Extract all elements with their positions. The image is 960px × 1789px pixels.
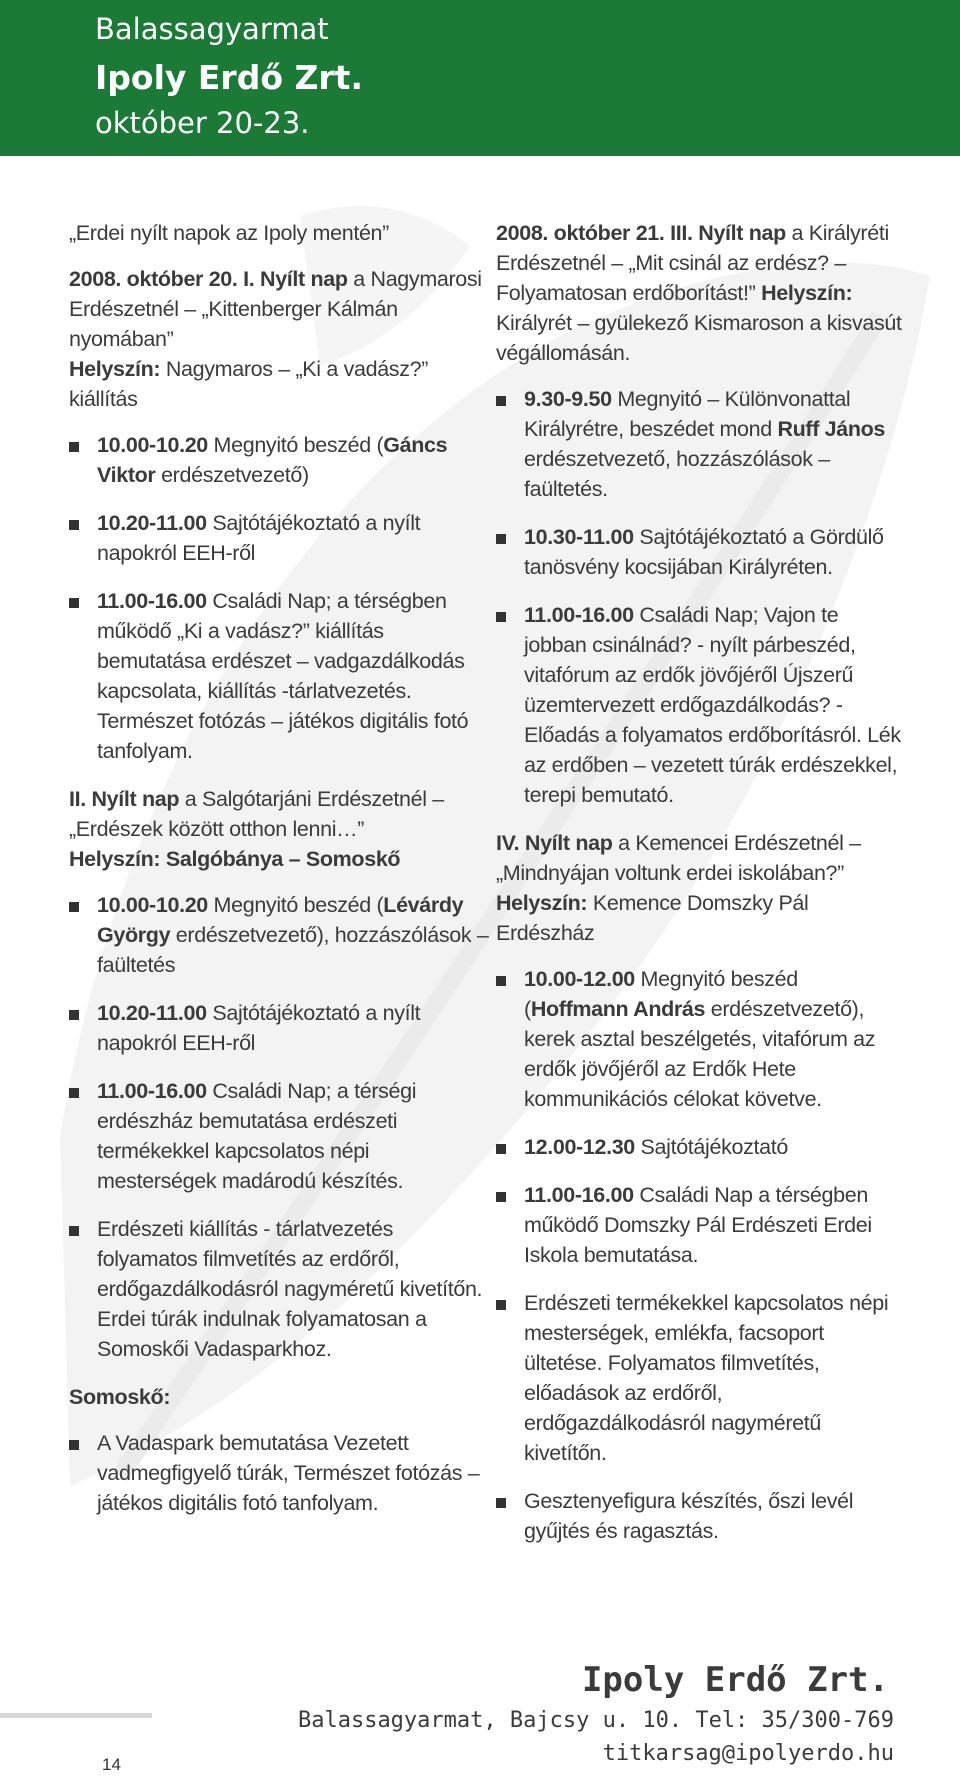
item-text: Sajtótájékoztató a nyílt napokról EEH-ről bbox=[97, 1001, 421, 1055]
item-text: Családi Nap; Vajon te jobban csinálnád? - nyílt párbeszéd, vitafórum az erdők jövőjéről Újszerű üzemtervezett erdőgazdálkodás? - Előadás a folyamatos erdőborításról. Lék az erdőben – vezetett túrák erdészekkel, terepi bemutató. bbox=[524, 603, 901, 807]
square-bullet-icon bbox=[496, 534, 506, 544]
list-item bbox=[496, 1180, 906, 1270]
header-city: Balassagyarmat bbox=[95, 12, 329, 46]
item-text: A Vadaspark bemutatása Vezetett vadmegfigyelő túrák, Természet fotózás – játékos digitális fotó tanfolyam. bbox=[97, 1431, 480, 1515]
day1-date: 2008. október 20. I. Nyílt nap bbox=[69, 267, 348, 291]
header-banner bbox=[0, 0, 960, 156]
day3-location-label: Helyszín: bbox=[761, 281, 853, 305]
square-bullet-icon bbox=[496, 612, 506, 622]
day2-description bbox=[69, 784, 489, 874]
day3-description bbox=[496, 218, 906, 368]
item-time: 10.00-10.20 bbox=[97, 433, 208, 457]
list-item bbox=[496, 1288, 906, 1468]
square-bullet-icon bbox=[69, 520, 79, 530]
square-bullet-icon bbox=[496, 1192, 506, 1202]
somosko-heading: Somoskő: bbox=[69, 1385, 171, 1409]
list-item bbox=[69, 890, 489, 980]
item-time: 10.00-10.20 bbox=[97, 893, 208, 917]
list-item bbox=[496, 964, 906, 1114]
square-bullet-icon bbox=[69, 1226, 79, 1236]
list-item bbox=[496, 384, 906, 504]
item-time: 11.00-16.00 bbox=[97, 1079, 207, 1103]
list-item bbox=[496, 1132, 906, 1162]
square-bullet-icon bbox=[496, 976, 506, 986]
list-item bbox=[496, 1486, 906, 1546]
item-time: 11.00-16.00 bbox=[97, 589, 207, 613]
day3-date: 2008. október 21. III. Nyílt nap bbox=[496, 221, 786, 245]
item-time: 10.20-11.00 bbox=[97, 511, 207, 535]
item-text: Sajtótájékoztató a Gördülő tanösvény kocsijában Királyréten. bbox=[524, 525, 884, 579]
speaker-name: Ruff János bbox=[777, 417, 886, 441]
item-text: Családi Nap; a térségben működő „Ki a vadász?” kiállítás bemutatása erdészet – vadgazdálkodás kapcsolata, kiállítás -tárlatvezetés. Természet fotózás – játékos digitális fotó tanfolyam. bbox=[97, 589, 469, 763]
day4-location-label: Helyszín: bbox=[496, 891, 588, 915]
item-time: 10.20-11.00 bbox=[97, 1001, 207, 1025]
item-text: Megnyitó beszéd ( bbox=[524, 967, 798, 1021]
item-text: Megnyitó – Különvonattal Királyrétre, beszédet mond bbox=[524, 387, 851, 441]
item-text: Sajtótájékoztató bbox=[634, 1135, 788, 1159]
item-time: 12.00-12.30 bbox=[524, 1135, 635, 1159]
square-bullet-icon bbox=[69, 1440, 79, 1450]
day4-title: IV. Nyílt nap bbox=[496, 831, 613, 855]
right-column bbox=[496, 218, 906, 1564]
list-item bbox=[69, 1076, 489, 1196]
square-bullet-icon bbox=[69, 1010, 79, 1020]
square-bullet-icon bbox=[69, 902, 79, 912]
item-text: Családi Nap a térségben működő Domszky Pál Erdészeti Erdei Iskola bemutatása. bbox=[524, 1183, 872, 1267]
square-bullet-icon bbox=[69, 598, 79, 608]
day2-location: Helyszín: Salgóbánya – Somoskő bbox=[69, 847, 401, 871]
footer-address: Balassagyarmat, Bajcsy u. 10. Tel: 35/300-769 bbox=[297, 1708, 894, 1733]
list-item bbox=[69, 508, 489, 568]
day2-text: a Salgótarjáni Erdészetnél – „Erdészek között otthon lenni…” bbox=[69, 787, 444, 841]
item-text: erdészetvezető) bbox=[155, 463, 309, 487]
item-text: erdészetvezető, hozzászólások – faültetés. bbox=[524, 447, 830, 501]
day3-location: Királyrét – gyülekező Kismaroson a kisvasút végállomásán. bbox=[496, 311, 902, 365]
item-time: 10.30-11.00 bbox=[524, 525, 634, 549]
item-text: erdészetvezető), kerek asztal beszélgetés, vitafórum az erdők jövőjéről az Erdők Hete kommunikációs célokat követve. bbox=[524, 997, 876, 1111]
list-item bbox=[69, 586, 489, 766]
item-text: Családi Nap; a térségi erdészház bemutatása erdészeti termékekkel kapcsolatos népi mesterségek madárodú készítés. bbox=[97, 1079, 417, 1193]
square-bullet-icon bbox=[496, 1144, 506, 1154]
day4-location: Kemence Domszky Pál Erdészház bbox=[496, 891, 809, 945]
day1-description bbox=[69, 264, 489, 414]
footer-divider bbox=[0, 1713, 152, 1718]
day1-location-label: Helyszín: bbox=[69, 357, 161, 381]
list-item bbox=[69, 998, 489, 1058]
left-column bbox=[69, 218, 489, 1536]
list-item bbox=[69, 430, 489, 490]
speaker-name: Hoffmann András bbox=[530, 997, 706, 1021]
square-bullet-icon bbox=[69, 1088, 79, 1098]
header-org: Ipoly Erdő Zrt. bbox=[95, 58, 363, 97]
speaker-name: Gáncs Viktor bbox=[97, 433, 448, 487]
day4-text: a Kemencei Erdészetnél – „Mindnyájan voltunk erdei iskolában?” bbox=[496, 831, 861, 885]
day1-location: Nagymaros – „Ki a vadász?” kiállítás bbox=[69, 357, 429, 411]
item-text: Erdészeti termékekkel kapcsolatos népi mesterségek, emlékfa, facsoport ültetése. Folyamatos filmvetítés, előadások az erdőről, erdőgazdálkodásról nagyméretű kivetítőn. bbox=[524, 1291, 889, 1465]
list-item bbox=[496, 522, 906, 582]
square-bullet-icon bbox=[496, 1300, 506, 1310]
item-time: 11.00-16.00 bbox=[524, 1183, 634, 1207]
list-item bbox=[496, 600, 906, 810]
day2-title: II. Nyílt nap bbox=[69, 787, 180, 811]
item-time: 11.00-16.00 bbox=[524, 603, 634, 627]
footer-email: titkarsag@ipolyerdo.hu bbox=[602, 1741, 894, 1766]
item-text: Erdészeti kiállítás - tárlatvezetés folyamatos filmvetítés az erdőről, erdőgazdálkodásról nagyméretű kivetítőn. Erdei túrák indulnak folyamatosan a Somoskői Vadasparkhoz. bbox=[97, 1217, 483, 1361]
item-text: Sajtótájékoztató a nyílt napokról EEH-ről bbox=[97, 511, 421, 565]
item-text: Megnyitó beszéd ( bbox=[207, 893, 384, 917]
footer-org: Ipoly Erdő Zrt. bbox=[581, 1660, 889, 1700]
list-item bbox=[69, 1428, 489, 1518]
item-text: Gesztenyefigura készítés, őszi levél gyűjtés és ragasztás. bbox=[524, 1489, 854, 1543]
header-date: október 20-23. bbox=[95, 106, 310, 140]
item-time: 9.30-9.50 bbox=[524, 387, 612, 411]
square-bullet-icon bbox=[69, 442, 79, 452]
day1-text: a Nagymarosi Erdészetnél – „Kittenberger Kálmán nyomában” bbox=[69, 267, 482, 351]
item-time: 10.00-12.00 bbox=[524, 967, 635, 991]
speaker-name: Lévárdy György bbox=[97, 893, 464, 947]
square-bullet-icon bbox=[496, 396, 506, 406]
square-bullet-icon bbox=[496, 1498, 506, 1508]
item-text: Megnyitó beszéd ( bbox=[207, 433, 384, 457]
intro-title: „Erdei nyílt napok az Ipoly mentén” bbox=[69, 221, 389, 245]
day3-text: a Királyréti Erdészetnél – „Mit csinál az erdész? – Folyamatosan erdőborítást!” bbox=[496, 221, 889, 305]
item-text: erdészetvezető), hozzászólások – faültetés bbox=[97, 923, 489, 977]
list-item bbox=[69, 1214, 489, 1364]
page-number: 14 bbox=[102, 1755, 121, 1774]
day4-description bbox=[496, 828, 906, 948]
